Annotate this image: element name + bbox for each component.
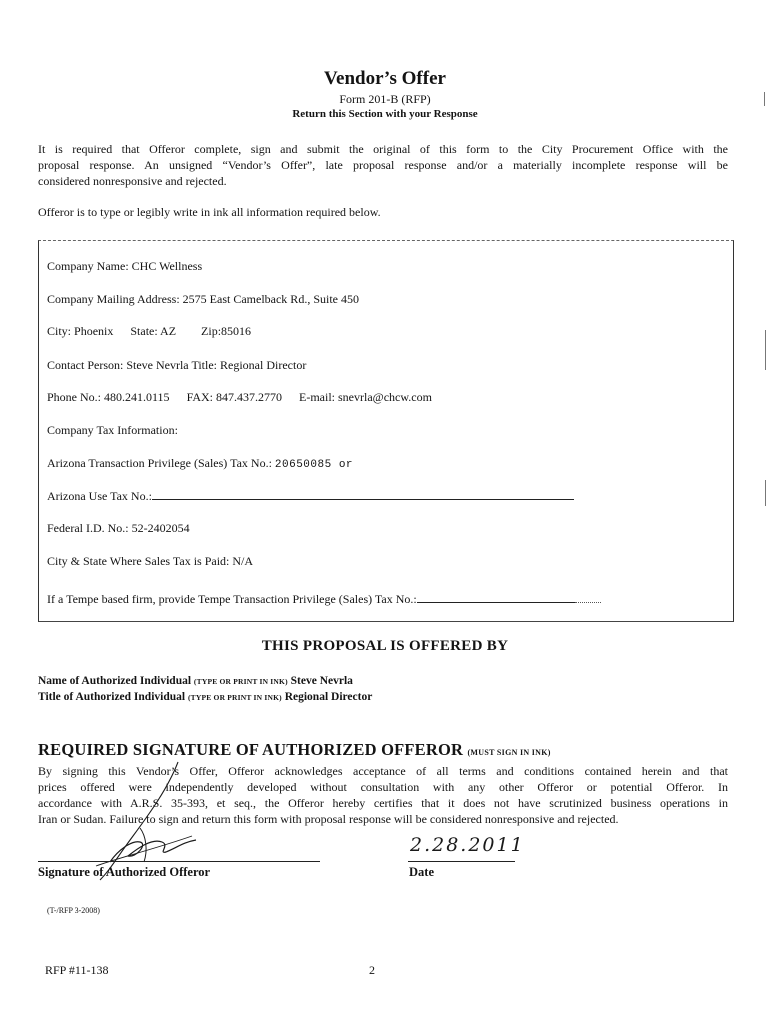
required-signature-heading: [38, 740, 551, 760]
authorized-name-label: Name of Authorized Individual: [38, 675, 192, 687]
az-tpt-value: 20650085 or: [274, 459, 354, 471]
handwritten-date: 2.28.2011: [410, 834, 525, 856]
authorized-title-label: Title of Authorized Individual: [38, 691, 186, 703]
scan-edge-mark: [765, 330, 766, 370]
az-tpt-row: [47, 455, 353, 471]
mailing-address-value: 2575 East Camelback Rd., Suite 450: [182, 292, 359, 306]
authorized-name-line: [38, 675, 353, 687]
authorized-title-value: Regional Director: [284, 691, 373, 703]
rfp-number: RFP #11-138: [45, 963, 109, 977]
az-tpt-label: Arizona Transaction Privilege (Sales) Tax No.:: [47, 456, 272, 470]
tempe-tpt-blank-line: [417, 590, 575, 603]
form-number: Form 201-B (RFP): [339, 92, 431, 106]
required-signature-note: (MUST SIGN IN INK): [467, 748, 551, 757]
signature-paragraph-line: accordance with A.R.S. 35-393, et seq., the Offeror hereby certifies that it does not have scrutinized business operations in: [38, 796, 728, 810]
intro-paragraph: [38, 141, 728, 189]
intro-line: proposal response. An unsigned “Vendor’s Offer”, late proposal response and/or a materially incomplete response will be: [38, 158, 728, 172]
intro-line: considered nonresponsive and rejected.: [38, 174, 227, 188]
form-code: (T-/RFP 3-2008): [47, 906, 100, 915]
federal-id-row: [47, 520, 190, 536]
city-label: City:: [47, 324, 72, 338]
company-name-row: [47, 258, 202, 274]
contact-person-label: Contact Person:: [47, 358, 124, 372]
authorized-title-line: [38, 691, 372, 703]
contact-person-value: Steve Nevrla: [126, 358, 189, 372]
company-name-label: Company Name:: [47, 259, 129, 273]
scan-edge-mark: [764, 92, 765, 106]
sales-tax-state-row: [47, 553, 253, 569]
intro-line: It is required that Offeror complete, sign and submit the original of this form to the City Procurement Office with the: [38, 142, 728, 156]
tempe-tpt-dotted-line: [575, 590, 601, 603]
page-number: 2: [369, 963, 375, 977]
phone-label: Phone No.:: [47, 390, 101, 404]
authorized-title-note: (TYPE OR PRINT IN INK): [187, 693, 282, 702]
az-use-tax-label: Arizona Use Tax No.:: [47, 489, 152, 503]
fax-value: 847.437.2770: [216, 390, 283, 404]
az-use-tax-blank-line: [152, 487, 574, 500]
contact-title-label: Title:: [191, 358, 218, 372]
state-label: State:: [130, 324, 158, 338]
phone-value: 480.241.0115: [104, 390, 170, 404]
tax-info-heading: Company Tax Information:: [47, 423, 178, 437]
zip-value: 85016: [221, 324, 252, 338]
mailing-address-row: [47, 291, 359, 307]
sales-tax-state-value: N/A: [232, 554, 254, 568]
contact-title-value: Regional Director: [220, 358, 307, 372]
authorized-name-value: Steve Nevrla: [290, 675, 353, 687]
email-label: E-mail:: [299, 390, 336, 404]
phone-row: [47, 389, 432, 405]
company-name-value: CHC Wellness: [131, 259, 203, 273]
required-signature-title: REQUIRED SIGNATURE OF AUTHORIZED OFFEROR: [38, 740, 464, 759]
federal-id-value: 52-2402054: [131, 521, 190, 535]
signature-paragraph-line: prices offered were independently developed without consultation with any other Offeror or potential Offeror. In: [38, 780, 728, 794]
az-use-tax-row: [47, 487, 574, 503]
tempe-tpt-label: If a Tempe based firm, provide Tempe Transaction Privilege (Sales) Tax No.:: [47, 592, 417, 606]
mailing-address-label: Company Mailing Address:: [47, 292, 180, 306]
document-title: Vendor’s Offer: [324, 68, 446, 89]
contact-row: [47, 357, 306, 373]
return-note: Return this Section with your Response: [292, 108, 478, 120]
signature-line: [38, 861, 320, 862]
state-value: AZ: [160, 324, 177, 338]
city-state-zip-row: [47, 323, 251, 339]
company-info-box: [38, 240, 734, 622]
city-value: Phoenix: [74, 324, 114, 338]
sales-tax-state-label: City & State Where Sales Tax is Paid:: [47, 554, 230, 568]
authorized-name-note: (TYPE OR PRINT IN INK): [193, 677, 288, 686]
date-label: Date: [409, 865, 434, 879]
offered-by-heading: THIS PROPOSAL IS OFFERED BY: [261, 638, 509, 654]
fax-label: FAX:: [186, 390, 214, 404]
federal-id-label: Federal I.D. No.:: [47, 521, 129, 535]
signature-label: Signature of Authorized Offeror: [38, 865, 211, 879]
scan-edge-mark: [765, 480, 766, 506]
instruction-text: Offeror is to type or legibly write in ink all information required below.: [38, 205, 381, 219]
tempe-tpt-row: [47, 590, 601, 606]
zip-label: Zip:: [201, 324, 222, 338]
signature-paragraph-line: Iran or Sudan. Failure to sign and return this form with proposal response will be considered nonresponsive and rejected.: [38, 812, 619, 826]
date-line: [408, 861, 515, 862]
email-value: snevrla@chcw.com: [338, 390, 432, 404]
signature-paragraph-line: By signing this Vendor’s Offer, Offeror acknowledges acceptance of all terms and conditions contained herein and that: [38, 764, 728, 778]
